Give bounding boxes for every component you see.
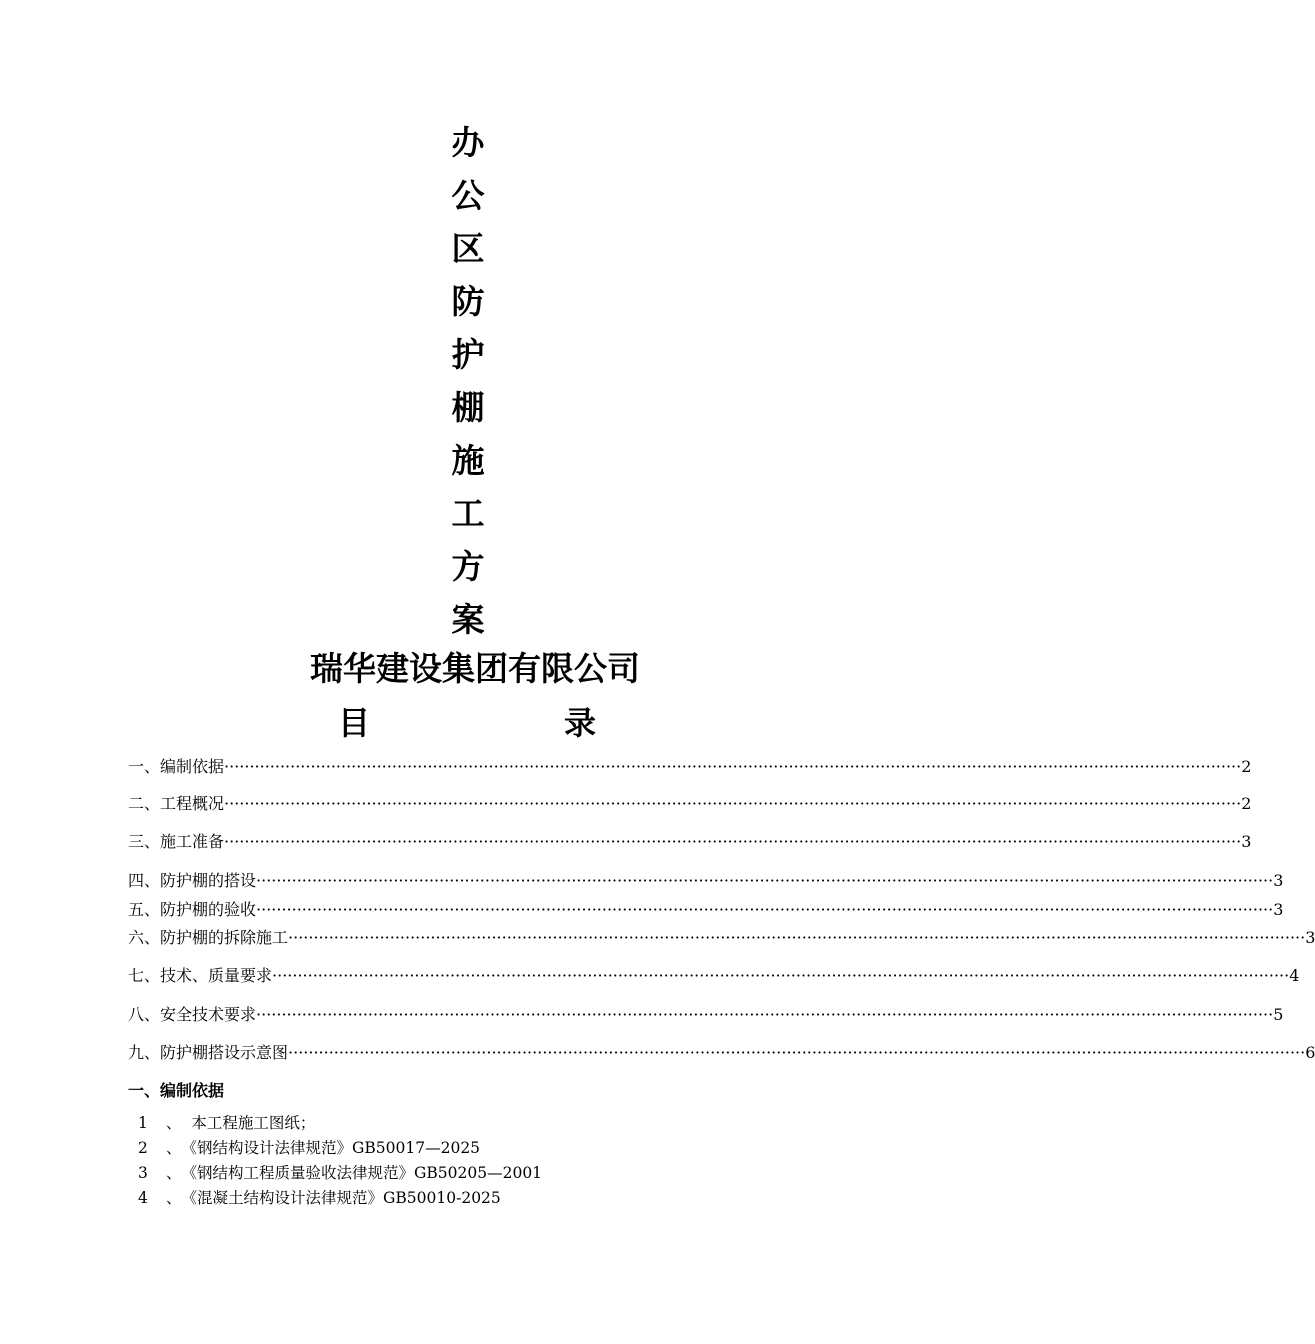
reference-text: 本工程施工图纸；	[181, 1114, 316, 1132]
toc-item[interactable]	[128, 964, 1300, 988]
toc-item-page: 3	[1305, 928, 1315, 947]
reference-separator: 、	[166, 1114, 182, 1132]
reference-number: 2	[138, 1139, 148, 1157]
toc-item-label: 七、技术、质量要求	[128, 966, 273, 985]
title-char: 案	[451, 600, 485, 639]
reference-number: 1	[138, 1114, 148, 1132]
reference-number: 4	[138, 1189, 148, 1207]
reference-separator: 、	[166, 1139, 182, 1157]
vertical-title	[420, 116, 516, 646]
title-char: 工	[451, 494, 485, 533]
toc-leader-dots: ········································································································································································································	[272, 966, 1290, 985]
toc-leader-dots: ········································································································································································································	[288, 1043, 1306, 1062]
toc-item-page: 2	[1241, 794, 1252, 813]
reference-item	[138, 1136, 480, 1160]
title-char: 护	[451, 335, 485, 374]
toc-item-label: 八、安全技术要求	[128, 1005, 257, 1024]
reference-separator: 、	[166, 1189, 182, 1207]
section-heading: 一、编制依据	[128, 1081, 225, 1100]
toc-item-label: 三、施工准备	[128, 832, 225, 851]
reference-item	[138, 1161, 542, 1185]
toc-item[interactable]	[128, 1041, 1315, 1065]
toc-leader-dots: ········································································································································································································	[256, 871, 1274, 890]
toc-item-page: 3	[1273, 900, 1284, 919]
reference-text: 《钢结构设计法律规范》GB50017—2025	[181, 1139, 481, 1157]
company-name: 瑞华建设集团有限公司	[310, 649, 640, 688]
toc-leader-dots: ········································································································································································································	[256, 900, 1274, 919]
toc-leader-dots: ········································································································································································································	[224, 794, 1242, 813]
toc-item[interactable]	[128, 926, 1315, 950]
toc-item-page: 2	[1241, 757, 1252, 776]
toc-item[interactable]	[128, 830, 1252, 854]
toc-item-label: 四、防护棚的搭设	[128, 871, 257, 890]
toc-heading-char: 录	[564, 704, 597, 742]
reference-text: 《钢结构工程质量验收法律规范》GB50205—2001	[181, 1164, 543, 1182]
toc-item[interactable]	[128, 898, 1284, 922]
toc-item-label: 五、防护棚的验收	[128, 900, 257, 919]
toc-item-page: 4	[1289, 966, 1300, 985]
toc-leader-dots: ········································································································································································································	[256, 1005, 1274, 1024]
title-char: 区	[451, 229, 485, 268]
title-char: 办	[451, 123, 485, 162]
toc-item-page: 6	[1305, 1043, 1315, 1062]
toc-item-page: 5	[1273, 1005, 1284, 1024]
toc-item[interactable]	[128, 869, 1284, 893]
toc-item-label: 九、防护棚搭设示意图	[128, 1043, 289, 1062]
toc-item-page: 3	[1241, 832, 1252, 851]
reference-item	[138, 1186, 501, 1210]
toc-leader-dots: ········································································································································································································	[224, 832, 1242, 851]
title-char: 公	[451, 176, 485, 215]
toc-item[interactable]	[128, 755, 1252, 779]
toc-heading	[0, 700, 950, 746]
toc-item-page: 3	[1273, 871, 1284, 890]
reference-separator: 、	[166, 1164, 182, 1182]
title-char: 棚	[451, 388, 485, 427]
reference-item	[138, 1111, 315, 1135]
toc-heading-char: 目	[338, 704, 371, 742]
toc-leader-dots: ········································································································································································································	[288, 928, 1306, 947]
toc-item-label: 二、工程概况	[128, 794, 225, 813]
title-char: 防	[451, 282, 485, 321]
toc-leader-dots: ········································································································································································································	[224, 757, 1242, 776]
reference-number: 3	[138, 1164, 148, 1182]
toc-item-label: 一、编制依据	[128, 757, 225, 776]
title-char: 施	[451, 441, 485, 480]
toc-item[interactable]	[128, 792, 1252, 816]
reference-text: 《混凝土结构设计法律规范》GB50010-2025	[181, 1189, 501, 1207]
toc-item-label: 六、防护棚的拆除施工	[128, 928, 289, 947]
toc-item[interactable]	[128, 1003, 1284, 1027]
title-char: 方	[451, 547, 485, 586]
